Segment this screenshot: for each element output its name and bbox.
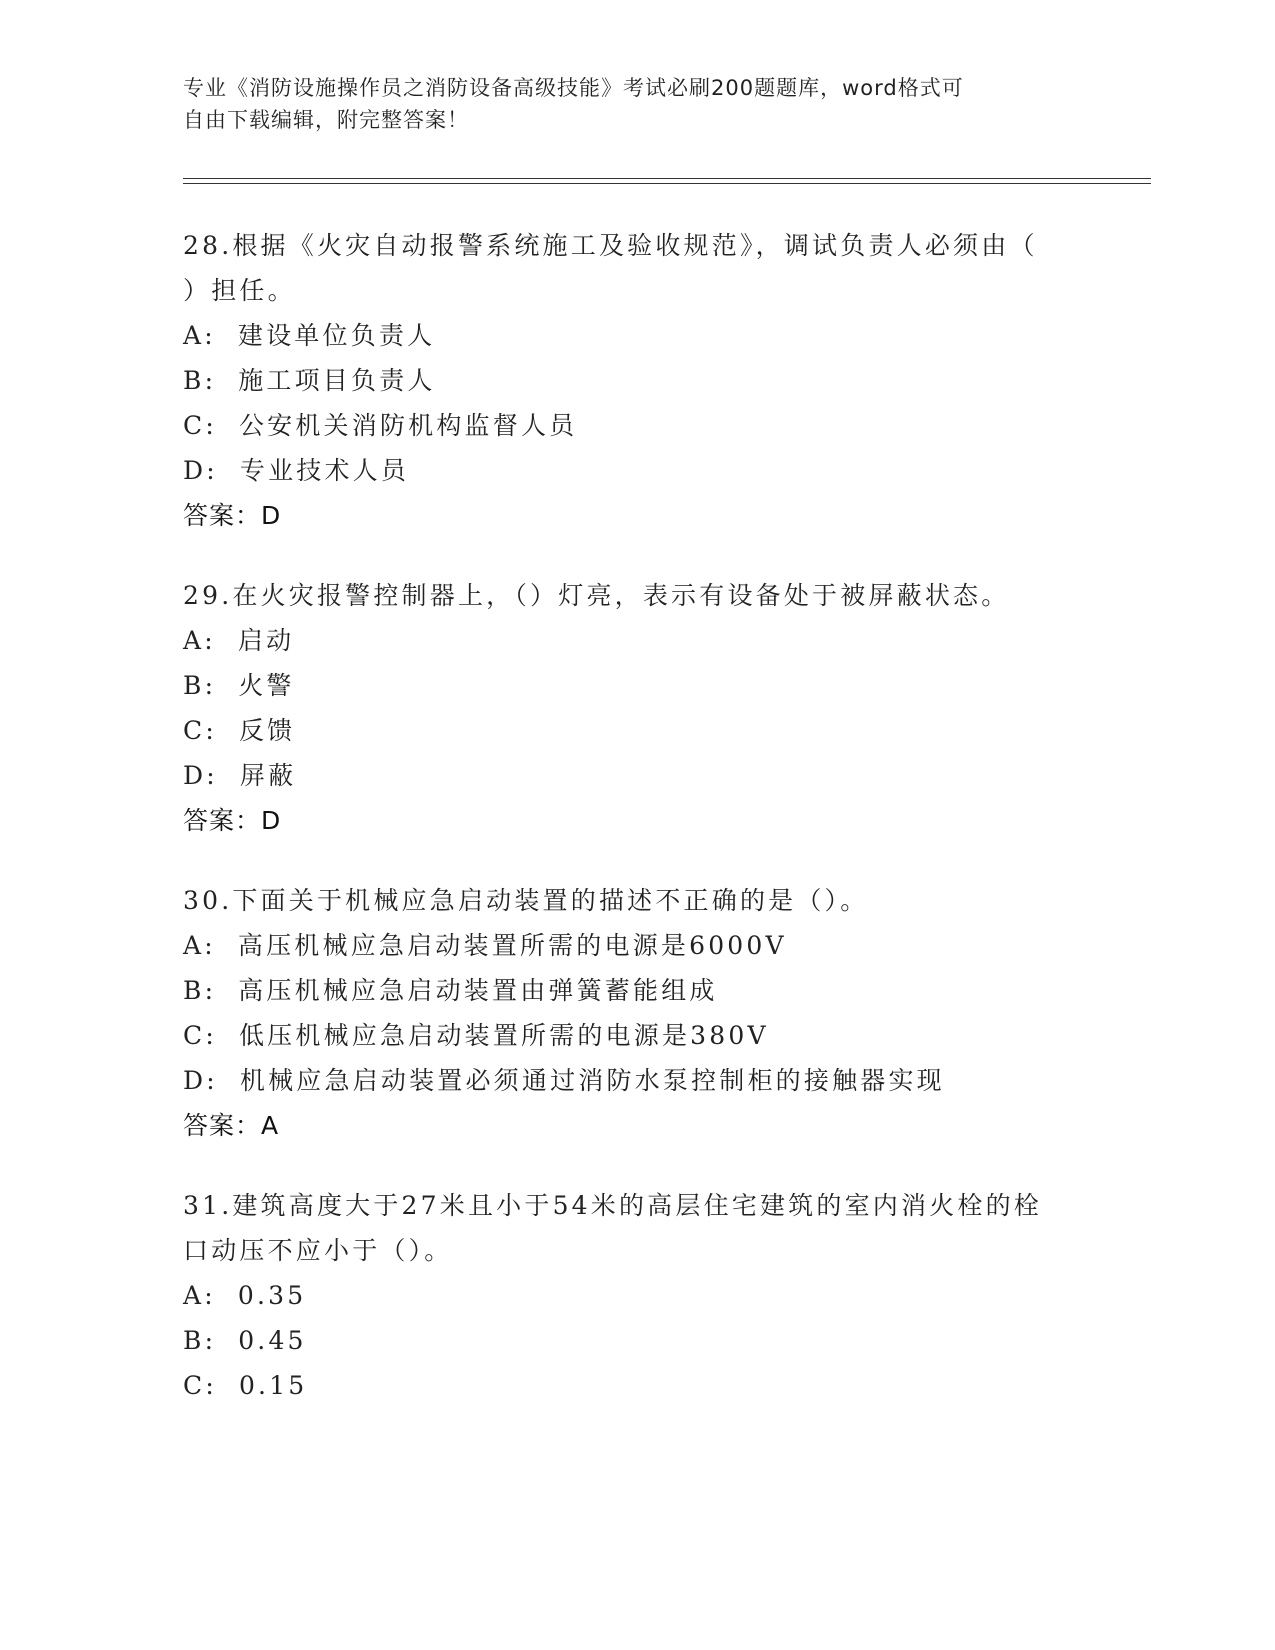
option-letter: C: bbox=[183, 411, 217, 440]
option-text: 建设单位负责人 bbox=[237, 321, 436, 350]
header-divider-top bbox=[183, 178, 1151, 179]
question-text-line: 口动压不应小于（）。 bbox=[183, 1236, 453, 1265]
option-letter: B: bbox=[183, 976, 217, 1005]
option-a bbox=[183, 618, 1083, 663]
option-letter: B: bbox=[183, 366, 217, 395]
question-28 bbox=[183, 223, 1083, 538]
option-text: 0.45 bbox=[238, 1326, 307, 1355]
answer: 答案：D bbox=[183, 501, 282, 530]
question-text-line: ）担任。 bbox=[183, 276, 296, 305]
option-text: 机械应急启动装置必须通过消防水泵控制柜的接触器实现 bbox=[239, 1066, 945, 1095]
option-letter: B: bbox=[183, 1326, 217, 1355]
option-letter: D: bbox=[183, 761, 218, 790]
option-c bbox=[183, 708, 1083, 753]
option-letter: A: bbox=[183, 1281, 216, 1310]
option-a bbox=[183, 1273, 1083, 1318]
option-b bbox=[183, 358, 1083, 403]
option-text: 屏蔽 bbox=[239, 761, 297, 790]
header-divider-bottom bbox=[183, 183, 1151, 184]
header-line-1: 专业《消防设施操作员之消防设备高级技能》考试必刷200题题库，word格式可 bbox=[183, 76, 964, 100]
option-b bbox=[183, 663, 1083, 708]
option-text: 反馈 bbox=[238, 716, 296, 745]
option-b bbox=[183, 968, 1083, 1013]
option-c bbox=[183, 403, 1083, 448]
question-29 bbox=[183, 573, 1083, 843]
option-a bbox=[183, 923, 1083, 968]
option-text: 0.35 bbox=[237, 1281, 307, 1310]
option-letter: B: bbox=[183, 671, 217, 700]
question-text-line: 31.建筑高度大于27米且小于54米的高层住宅建筑的室内消火栓的栓 bbox=[183, 1191, 1042, 1220]
option-letter: C: bbox=[183, 1021, 217, 1050]
option-letter: A: bbox=[183, 626, 216, 655]
option-text: 0.15 bbox=[238, 1371, 308, 1400]
option-text: 高压机械应急启动装置由弹簧蓄能组成 bbox=[238, 976, 718, 1005]
option-c bbox=[183, 1363, 1083, 1408]
option-a bbox=[183, 313, 1083, 358]
header-line-2: 自由下载编辑，附完整答案！ bbox=[183, 108, 469, 132]
option-d bbox=[183, 448, 1083, 493]
option-letter: D: bbox=[183, 456, 218, 485]
question-text-line: 29.在火灾报警控制器上，（）灯亮，表示有设备处于被屏蔽状态。 bbox=[183, 581, 1010, 610]
option-text: 高压机械应急启动装置所需的电源是6000V bbox=[237, 931, 787, 960]
option-letter: A: bbox=[183, 321, 216, 350]
answer: 答案：D bbox=[183, 806, 282, 835]
option-b bbox=[183, 1318, 1083, 1363]
option-letter: D: bbox=[183, 1066, 218, 1095]
option-letter: C: bbox=[183, 1371, 217, 1400]
option-text: 施工项目负责人 bbox=[238, 366, 436, 395]
answer: 答案：A bbox=[183, 1111, 280, 1140]
document-header bbox=[183, 72, 1053, 136]
question-30 bbox=[183, 878, 1083, 1148]
option-text: 火警 bbox=[238, 671, 295, 700]
option-text: 专业技术人员 bbox=[239, 456, 410, 485]
option-letter: C: bbox=[183, 716, 217, 745]
question-text-line: 30.下面关于机械应急启动装置的描述不正确的是（）。 bbox=[183, 886, 869, 915]
option-text: 低压机械应急启动装置所需的电源是380V bbox=[238, 1021, 769, 1050]
option-letter: A: bbox=[183, 931, 216, 960]
option-text: 公安机关消防机构监督人员 bbox=[238, 411, 578, 440]
question-31 bbox=[183, 1183, 1083, 1408]
option-d bbox=[183, 1058, 1083, 1103]
option-d bbox=[183, 753, 1083, 798]
question-text-line: 28.根据《火灾自动报警系统施工及验收规范》，调试负责人必须由（ bbox=[183, 231, 1038, 260]
option-c bbox=[183, 1013, 1083, 1058]
option-text: 启动 bbox=[237, 626, 295, 655]
